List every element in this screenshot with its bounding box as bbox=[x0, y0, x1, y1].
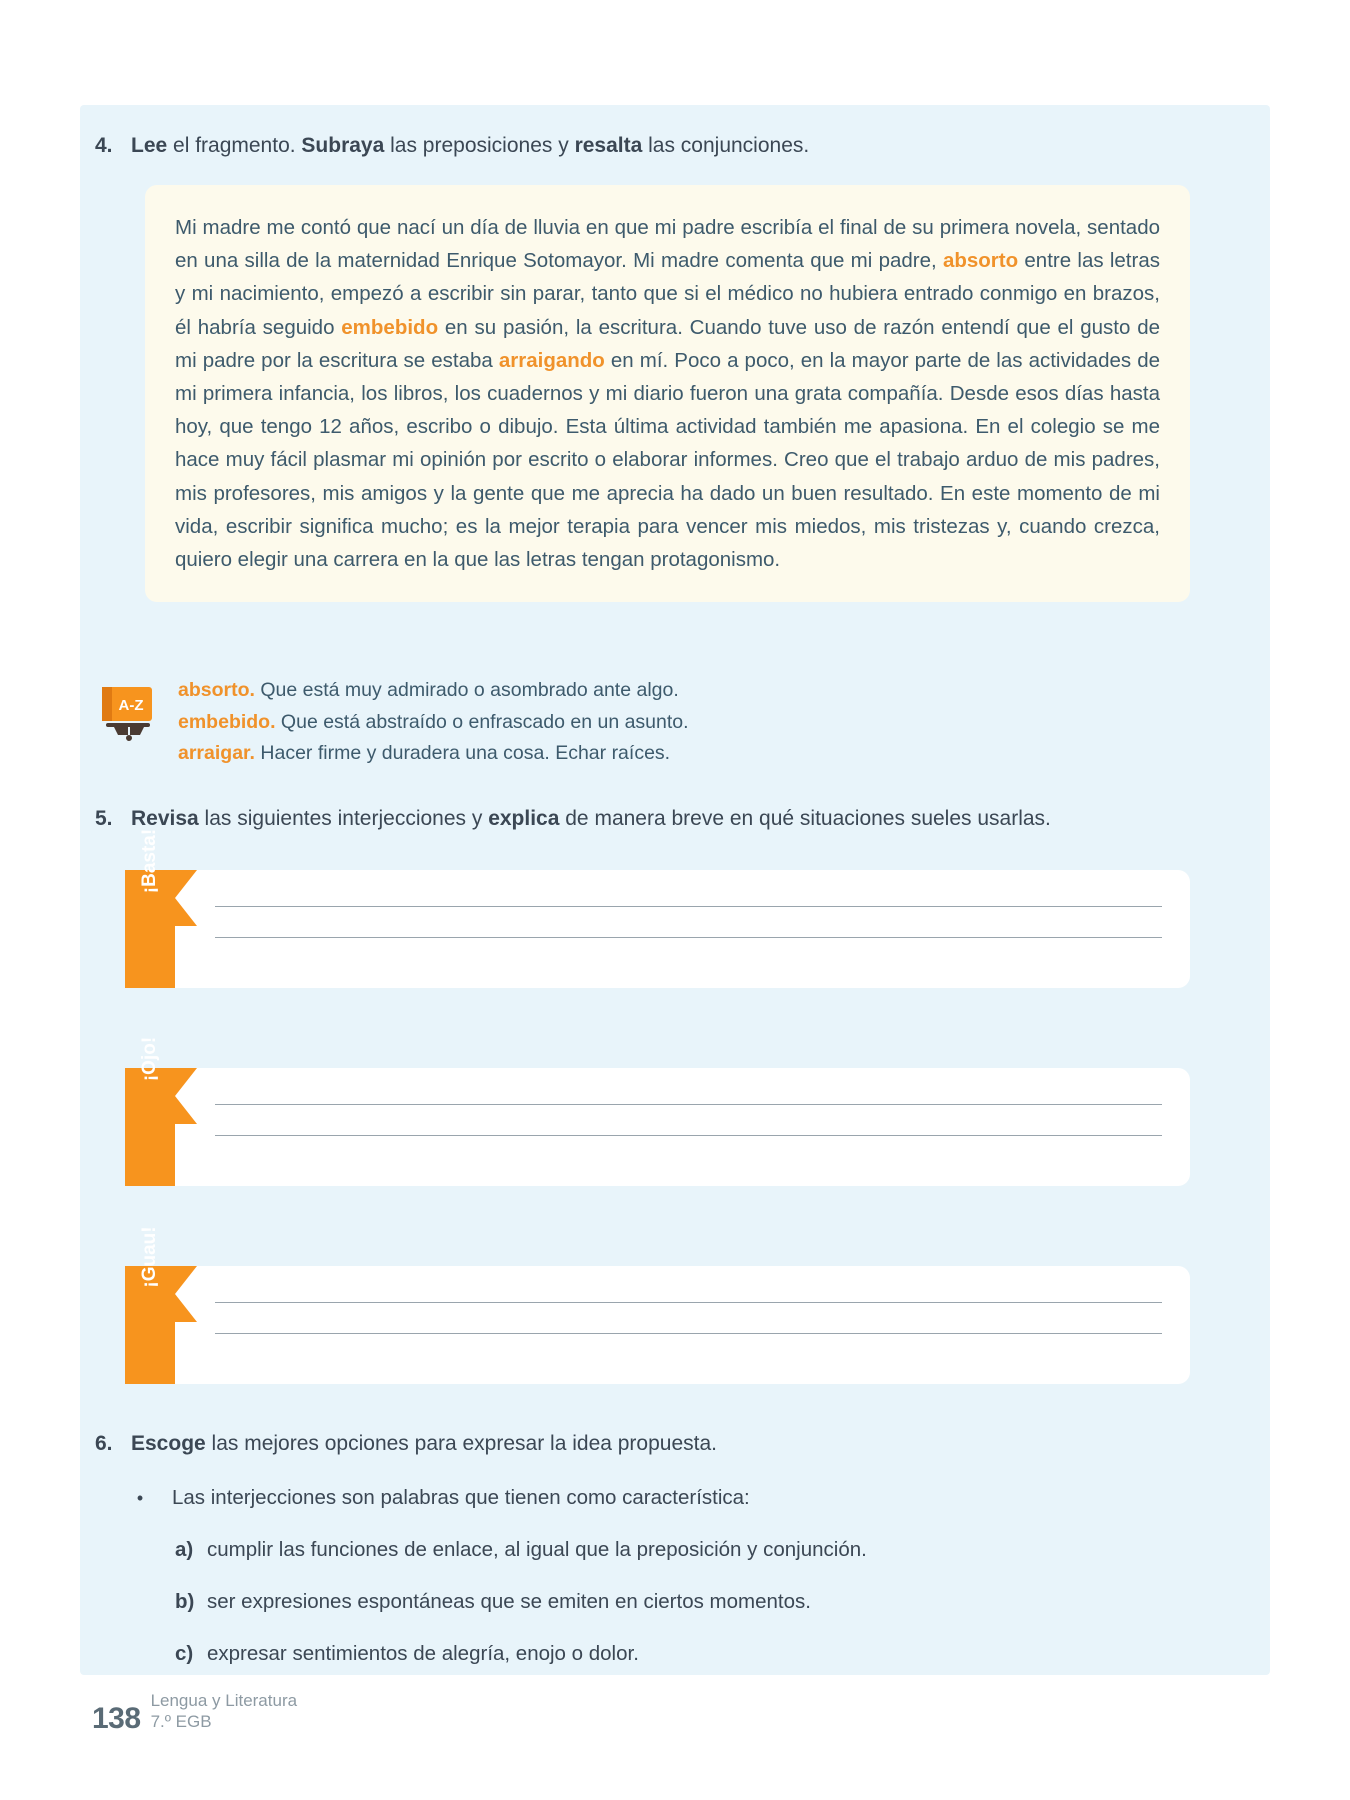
interjection-tag-label: ¡Basta! bbox=[139, 828, 160, 894]
glossary-entry bbox=[178, 707, 1100, 739]
interjection-tag-ojo bbox=[125, 1036, 175, 1186]
glossary-entries bbox=[178, 675, 1100, 770]
option-a[interactable] bbox=[175, 1538, 1175, 1562]
glossary-entry-definition: Que está abstraído o enfrascado en un asunto. bbox=[275, 710, 689, 733]
glossary-entry-definition: Hacer firme y duradera una cosa. Echar raíces. bbox=[254, 742, 671, 765]
glossary-term-arraigando: arraigando bbox=[498, 348, 605, 372]
glossary-entry-word: embebido. bbox=[178, 710, 276, 733]
answer-line[interactable] bbox=[215, 937, 1162, 938]
exercise-4-instruction: Lee el fragmento. Subraya las preposiciones y resalta las conjunciones. bbox=[131, 134, 810, 157]
interjection-tag-guau bbox=[125, 1226, 175, 1384]
answer-line[interactable] bbox=[215, 1104, 1162, 1105]
footer-subject-block bbox=[151, 1690, 298, 1736]
exercise-6-instruction: Escoge las mejores opciones para expresar la idea propuesta. bbox=[131, 1432, 717, 1455]
answer-lines bbox=[215, 1302, 1162, 1364]
answer-line[interactable] bbox=[215, 1135, 1162, 1136]
option-a-letter: a) bbox=[175, 1538, 194, 1561]
exercise-4-number: 4. bbox=[95, 134, 113, 157]
interjection-tag-label: ¡Ojo! bbox=[139, 1036, 160, 1082]
page-footer bbox=[92, 1690, 297, 1736]
option-c[interactable] bbox=[175, 1642, 1175, 1666]
glossary-entry-definition: Que está muy admirado o asombrado ante algo. bbox=[254, 679, 679, 701]
page-number: 138 bbox=[92, 1701, 141, 1735]
answer-card-ojo[interactable] bbox=[139, 1036, 1190, 1186]
exercise-6-heading bbox=[95, 1430, 1195, 1457]
answer-line[interactable] bbox=[215, 1333, 1162, 1334]
dictionary-icon bbox=[100, 683, 158, 741]
glossary-block bbox=[100, 675, 1100, 770]
answer-lines bbox=[215, 906, 1162, 968]
svg-text:A-Z: A-Z bbox=[118, 697, 144, 714]
answer-lines bbox=[215, 1104, 1162, 1166]
glossary-entry-word: absorto. bbox=[178, 679, 255, 701]
exercise-6-number: 6. bbox=[95, 1432, 113, 1455]
exercise-4-heading bbox=[95, 132, 1195, 159]
answer-card-guau[interactable] bbox=[139, 1226, 1190, 1384]
footer-grade: 7.º EGB bbox=[150, 1712, 212, 1732]
interjection-tag-label: ¡Guau! bbox=[139, 1226, 160, 1288]
option-b[interactable] bbox=[175, 1590, 1175, 1614]
exercise-5-heading bbox=[95, 805, 1215, 832]
exercise-6-prompt-row bbox=[130, 1486, 1180, 1510]
interjection-tag-basta bbox=[125, 828, 175, 988]
exercise-5-number: 5. bbox=[95, 807, 113, 830]
answer-line[interactable] bbox=[215, 906, 1162, 907]
exercise-5-instruction: Revisa las siguientes interjecciones y explica de manera breve en qué situaciones sueles usarlas. bbox=[131, 807, 1051, 830]
reading-passage-box bbox=[145, 185, 1190, 602]
option-c-letter: c) bbox=[175, 1642, 194, 1665]
bullet-icon: • bbox=[136, 1488, 144, 1508]
glossary-entry bbox=[178, 675, 1100, 707]
option-b-text: ser expresiones espontáneas que se emiten en ciertos momentos. bbox=[207, 1590, 811, 1613]
footer-subject: Lengua y Literatura bbox=[150, 1691, 298, 1710]
answer-line[interactable] bbox=[215, 1302, 1162, 1303]
glossary-entry bbox=[178, 738, 1100, 770]
glossary-term-embebido: embebido bbox=[341, 315, 439, 339]
reading-passage-text: Mi madre me contó que nací un día de lluvia en que mi padre escribía el final de su primera novela, sentado en una silla de la maternidad Enrique Sotomayor. Mi madre comenta que mi padre, absorto entre las letras y mi nacimiento, empezó a escribir sin parar, tanto que si el médico no hubiera entrado conmigo en brazos, él habría seguido embebido en su pasión, la escritura. Cuando tuve uso de razón entendí que el gusto de mi padre por la escritura se estaba arraigando en mí. Poco a poco, en la mayor parte de las actividades de mi primera infancia, los libros, los cuadernos y mi diario fueron una grata compañía. Desde esos días hasta hoy, que tengo 12 años, escribo o dibujo. Esta última actividad también me apasiona. En el colegio se me hace muy fácil plasmar mi opinión por escrito o elaborar informes. Creo que el trabajo arduo de mis padres, mis profesores, mis amigos y la gente que me aprecia ha dado un buen resultado. En este momento de mi vida, escribir significa mucho; es la mejor terapia para vencer mis miedos, mis tristezas y, cuando crezca, quiero elegir una carrera en la que las letras tengan protagonismo. bbox=[175, 216, 1161, 572]
glossary-entry-word: arraigar. bbox=[178, 742, 255, 765]
option-b-letter: b) bbox=[175, 1590, 195, 1613]
exercise-6-prompt: Las interjecciones son palabras que tienen como característica: bbox=[172, 1486, 750, 1509]
glossary-term-absorto: absorto bbox=[942, 249, 1019, 273]
answer-card-basta[interactable] bbox=[139, 828, 1190, 988]
option-c-text: expresar sentimientos de alegría, enojo o dolor. bbox=[207, 1642, 639, 1665]
option-a-text: cumplir las funciones de enlace, al igual que la preposición y conjunción. bbox=[207, 1538, 867, 1561]
